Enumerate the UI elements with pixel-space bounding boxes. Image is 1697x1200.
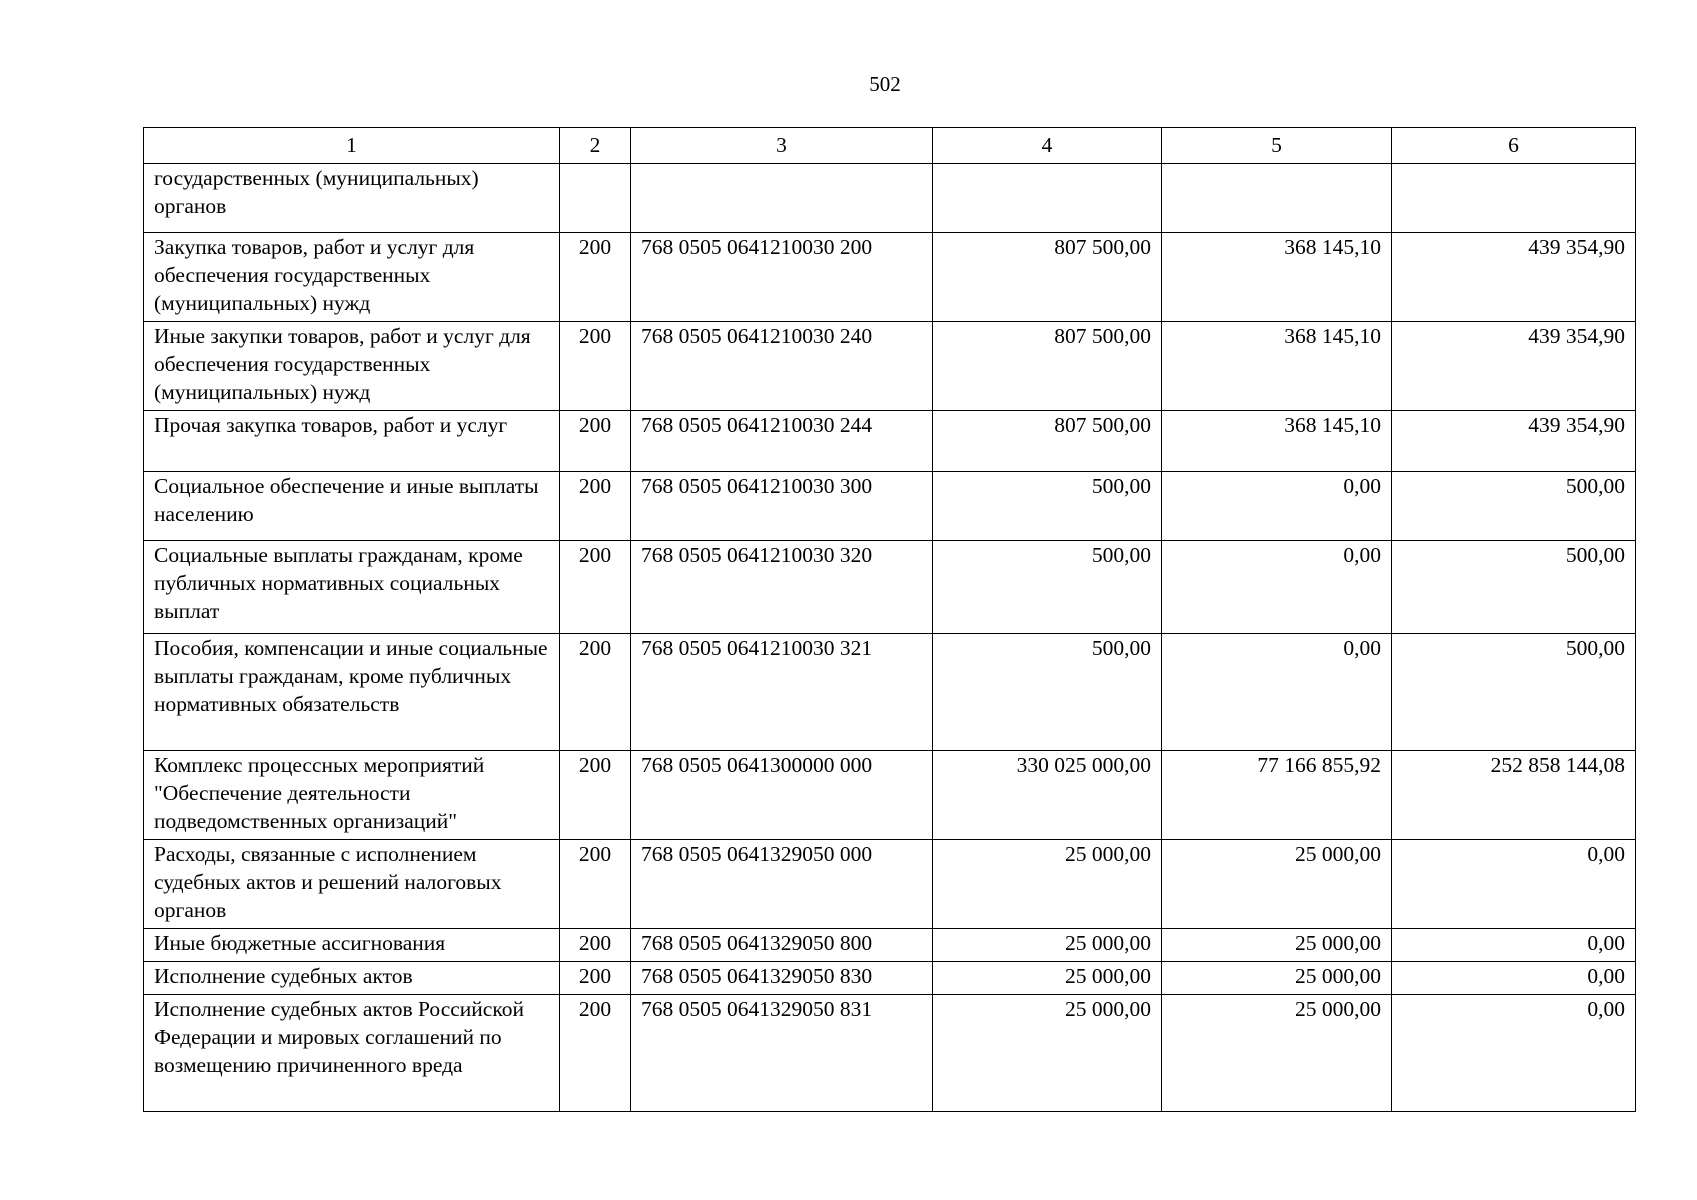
row-name-cell: государственных (муниципальных) органов xyxy=(144,164,560,233)
row-approved-cell: 25 000,00 xyxy=(933,995,1162,1112)
row-executed-cell: 368 145,10 xyxy=(1162,233,1392,322)
column-header-5: 5 xyxy=(1162,128,1392,164)
table-row xyxy=(144,995,1636,1112)
row-executed-cell: 25 000,00 xyxy=(1162,929,1392,962)
row-kbk-cell: 768 0505 0641329050 831 xyxy=(631,995,933,1112)
row-approved-cell: 500,00 xyxy=(933,541,1162,634)
row-approved-cell: 500,00 xyxy=(933,472,1162,541)
table-row xyxy=(144,472,1636,541)
row-kbk-cell: 768 0505 0641210030 240 xyxy=(631,322,933,411)
row-executed-cell: 25 000,00 xyxy=(1162,840,1392,929)
row-executed-cell: 0,00 xyxy=(1162,541,1392,634)
table-row xyxy=(144,929,1636,962)
row-name-cell: Расходы, связанные с исполнением судебных актов и решений налоговых органов xyxy=(144,840,560,929)
row-kbk-cell: 768 0505 0641210030 320 xyxy=(631,541,933,634)
row-remaining-cell: 252 858 144,08 xyxy=(1392,751,1636,840)
row-remaining-cell: 0,00 xyxy=(1392,995,1636,1112)
table-row xyxy=(144,962,1636,995)
row-code-cell: 200 xyxy=(560,634,631,751)
row-code-cell: 200 xyxy=(560,995,631,1112)
row-name-cell: Социальное обеспечение и иные выплаты населению xyxy=(144,472,560,541)
row-name-cell: Пособия, компенсации и иные социальные выплаты гражданам, кроме публичных нормативных обязательств xyxy=(144,634,560,751)
row-code-cell: 200 xyxy=(560,751,631,840)
row-code-cell: 200 xyxy=(560,233,631,322)
row-executed-cell: 0,00 xyxy=(1162,634,1392,751)
row-remaining-cell: 439 354,90 xyxy=(1392,233,1636,322)
column-header-1: 1 xyxy=(144,128,560,164)
row-kbk-cell: 768 0505 0641329050 000 xyxy=(631,840,933,929)
row-kbk-cell: 768 0505 0641329050 800 xyxy=(631,929,933,962)
table-row xyxy=(144,322,1636,411)
row-code-cell: 200 xyxy=(560,929,631,962)
row-kbk-cell: 768 0505 0641210030 200 xyxy=(631,233,933,322)
row-code-cell xyxy=(560,164,631,233)
row-code-cell: 200 xyxy=(560,411,631,472)
row-remaining-cell: 500,00 xyxy=(1392,634,1636,751)
row-remaining-cell: 500,00 xyxy=(1392,541,1636,634)
row-name-cell: Закупка товаров, работ и услуг для обеспечения государственных (муниципальных) нужд xyxy=(144,233,560,322)
row-code-cell: 200 xyxy=(560,962,631,995)
table-row xyxy=(144,541,1636,634)
row-executed-cell: 77 166 855,92 xyxy=(1162,751,1392,840)
row-remaining-cell: 439 354,90 xyxy=(1392,411,1636,472)
row-name-cell: Социальные выплаты гражданам, кроме публичных нормативных социальных выплат xyxy=(144,541,560,634)
row-approved-cell: 25 000,00 xyxy=(933,962,1162,995)
row-remaining-cell xyxy=(1392,164,1636,233)
row-remaining-cell: 500,00 xyxy=(1392,472,1636,541)
column-header-2: 2 xyxy=(560,128,631,164)
row-approved-cell: 807 500,00 xyxy=(933,411,1162,472)
row-executed-cell: 368 145,10 xyxy=(1162,411,1392,472)
row-approved-cell: 25 000,00 xyxy=(933,929,1162,962)
row-approved-cell: 330 025 000,00 xyxy=(933,751,1162,840)
row-approved-cell: 807 500,00 xyxy=(933,233,1162,322)
row-remaining-cell: 0,00 xyxy=(1392,962,1636,995)
row-remaining-cell: 439 354,90 xyxy=(1392,322,1636,411)
row-kbk-cell: 768 0505 0641210030 244 xyxy=(631,411,933,472)
row-approved-cell xyxy=(933,164,1162,233)
row-executed-cell xyxy=(1162,164,1392,233)
row-kbk-cell xyxy=(631,164,933,233)
row-kbk-cell: 768 0505 0641300000 000 xyxy=(631,751,933,840)
row-remaining-cell: 0,00 xyxy=(1392,929,1636,962)
row-code-cell: 200 xyxy=(560,472,631,541)
row-executed-cell: 25 000,00 xyxy=(1162,995,1392,1112)
report-table xyxy=(143,127,1636,1112)
row-name-cell: Комплекс процессных мероприятий "Обеспечение деятельности подведомственных организаций" xyxy=(144,751,560,840)
row-executed-cell: 0,00 xyxy=(1162,472,1392,541)
table-header-row xyxy=(144,128,1636,164)
table-row xyxy=(144,751,1636,840)
column-header-3: 3 xyxy=(631,128,933,164)
row-approved-cell: 500,00 xyxy=(933,634,1162,751)
table-row xyxy=(144,411,1636,472)
row-executed-cell: 368 145,10 xyxy=(1162,322,1392,411)
table-row xyxy=(144,840,1636,929)
row-kbk-cell: 768 0505 0641329050 830 xyxy=(631,962,933,995)
row-remaining-cell: 0,00 xyxy=(1392,840,1636,929)
row-name-cell: Прочая закупка товаров, работ и услуг xyxy=(144,411,560,472)
row-name-cell: Исполнение судебных актов xyxy=(144,962,560,995)
column-header-6: 6 xyxy=(1392,128,1636,164)
row-kbk-cell: 768 0505 0641210030 300 xyxy=(631,472,933,541)
row-code-cell: 200 xyxy=(560,840,631,929)
row-approved-cell: 25 000,00 xyxy=(933,840,1162,929)
row-kbk-cell: 768 0505 0641210030 321 xyxy=(631,634,933,751)
column-header-4: 4 xyxy=(933,128,1162,164)
row-approved-cell: 807 500,00 xyxy=(933,322,1162,411)
row-executed-cell: 25 000,00 xyxy=(1162,962,1392,995)
row-name-cell: Иные закупки товаров, работ и услуг для обеспечения государственных (муниципальных) нужд xyxy=(144,322,560,411)
row-code-cell: 200 xyxy=(560,322,631,411)
table-row xyxy=(144,233,1636,322)
row-code-cell: 200 xyxy=(560,541,631,634)
table-row xyxy=(144,164,1636,233)
row-name-cell: Исполнение судебных актов Российской Федерации и мировых соглашений по возмещению причиненного вреда xyxy=(144,995,560,1112)
page-number: 502 xyxy=(869,72,901,96)
row-name-cell: Иные бюджетные ассигнования xyxy=(144,929,560,962)
table-row xyxy=(144,634,1636,751)
